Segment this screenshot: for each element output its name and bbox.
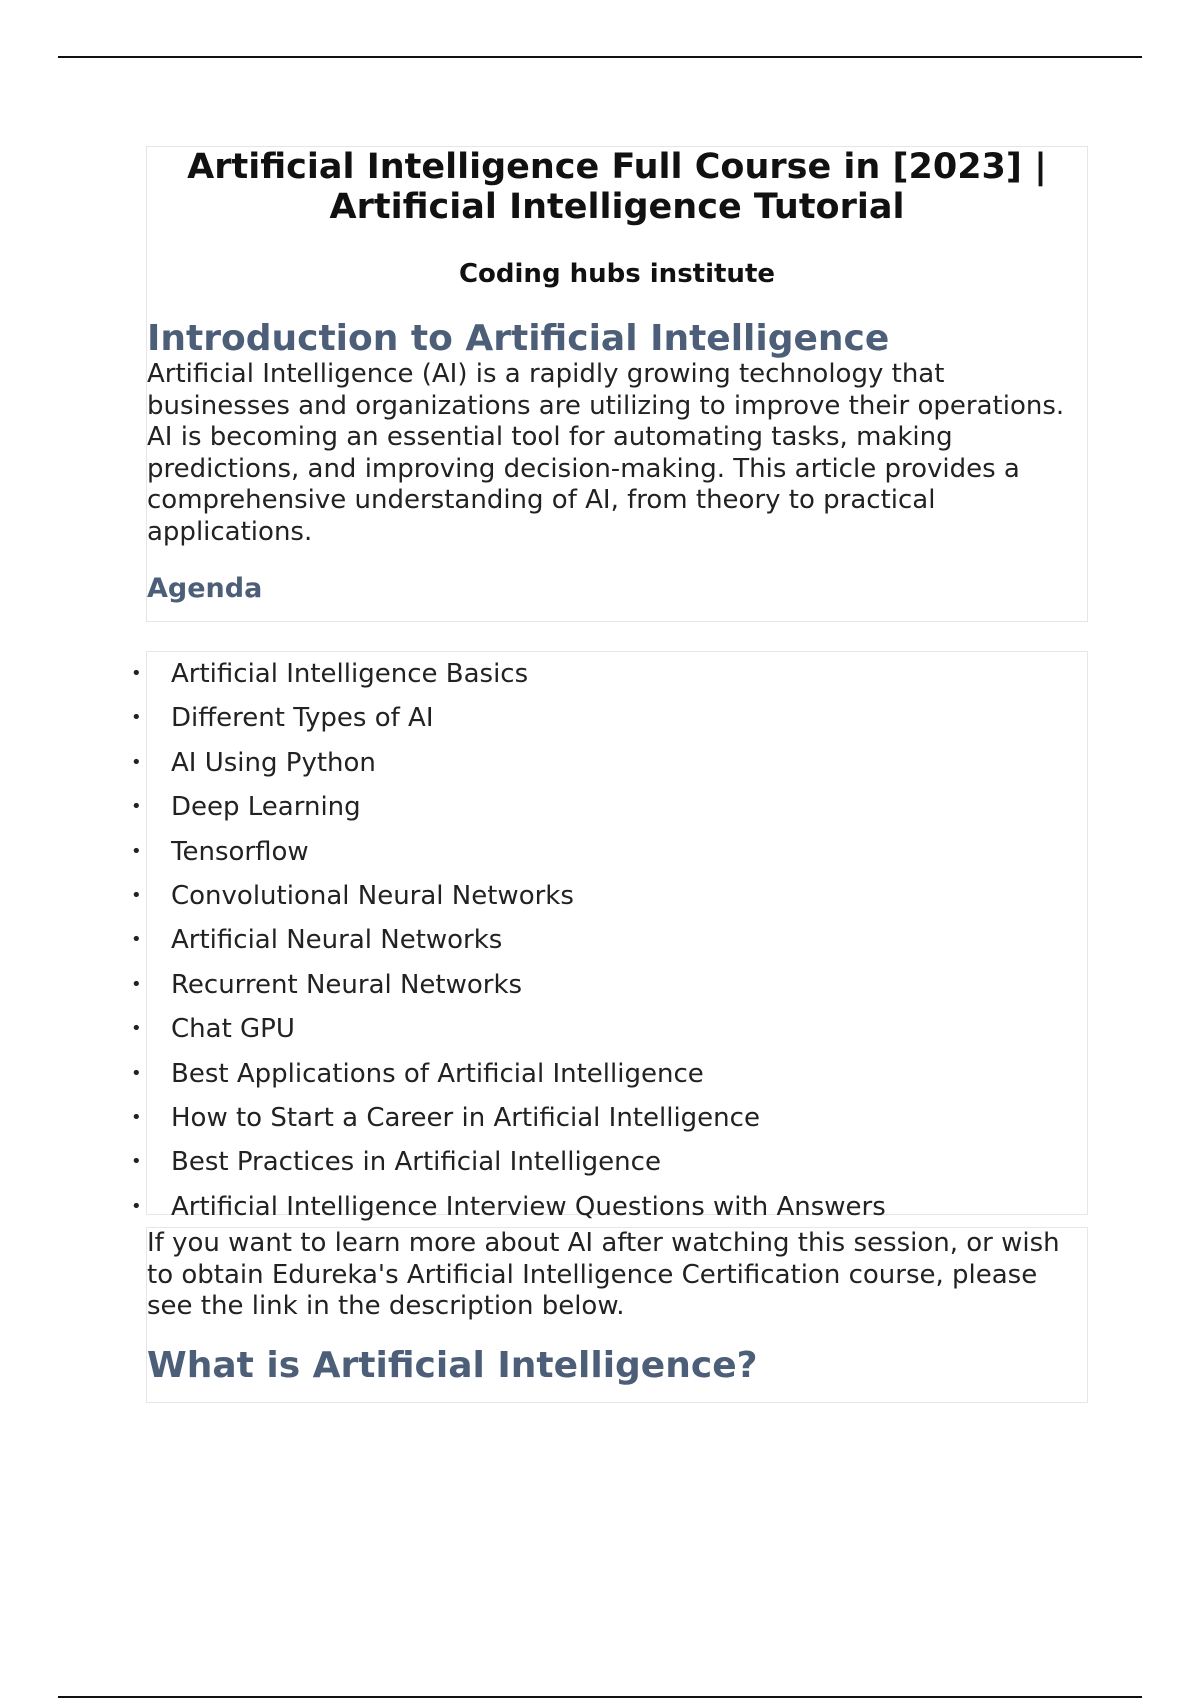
agenda-item-label: Chat GPU xyxy=(171,1014,295,1045)
list-item xyxy=(131,918,1071,962)
agenda-item-label: Convolutional Neural Networks xyxy=(171,880,574,911)
outro-paragraph: If you want to learn more about AI after watching this session, or wish to obtain Edureka's Artificial Intelligence Certification course, please see the link in the description below. xyxy=(147,1228,1060,1321)
list-item xyxy=(131,1096,1071,1140)
bullet-icon: • xyxy=(131,840,142,862)
agenda-list xyxy=(131,652,1071,1229)
list-item xyxy=(131,741,1071,785)
intro-paragraph: Artificial Intelligence (AI) is a rapidly growing technology that businesses and organizations are utilizing to improve their operations. AI is becoming an essential tool for automating tasks, making predictions, and improving decision-making. This article provides a comprehensive understanding of AI, from theory to practical applications. xyxy=(147,359,1065,547)
agenda-item-label: Artificial Intelligence Interview Questions with Answers xyxy=(171,1191,886,1222)
agenda-section xyxy=(131,651,1088,1222)
top-rule xyxy=(58,56,1142,58)
agenda-heading: Agenda xyxy=(147,573,263,604)
author-name: Coding hubs institute xyxy=(458,259,776,289)
list-item xyxy=(131,1140,1071,1184)
list-item xyxy=(131,830,1071,874)
agenda-item-label: Deep Learning xyxy=(171,792,361,823)
list-item xyxy=(131,963,1071,1007)
bullet-icon: • xyxy=(131,1195,142,1217)
bullet-icon: • xyxy=(131,884,142,906)
list-item xyxy=(131,652,1071,696)
list-item xyxy=(131,696,1071,740)
agenda-item-label: Best Practices in Artificial Intelligence xyxy=(171,1147,661,1178)
document-title: Artificial Intelligence Full Course in [2023] | Artificial Intelligence Tutorial xyxy=(187,147,1047,227)
bullet-icon: • xyxy=(131,1018,142,1040)
bottom-rule xyxy=(58,1696,1142,1698)
intro-heading: Introduction to Artificial Intelligence xyxy=(147,318,890,359)
bullet-icon: • xyxy=(131,973,142,995)
outro-section xyxy=(146,1227,1088,1403)
intro-section xyxy=(146,146,1088,622)
agenda-item-label: Artificial Neural Networks xyxy=(171,925,503,956)
agenda-item-label: Recurrent Neural Networks xyxy=(171,969,523,1000)
agenda-item-label: Artificial Intelligence Basics xyxy=(171,659,529,689)
bullet-icon: • xyxy=(131,1151,142,1173)
list-item xyxy=(131,1185,1071,1229)
bullet-icon: • xyxy=(131,1062,142,1084)
list-item xyxy=(131,1052,1071,1096)
bullet-icon: • xyxy=(131,796,142,818)
agenda-item-label: Best Applications of Artificial Intelligence xyxy=(171,1058,704,1089)
agenda-item-label: How to Start a Career in Artificial Intelligence xyxy=(171,1102,760,1133)
bullet-icon: • xyxy=(131,1106,142,1128)
list-item xyxy=(131,785,1071,829)
agenda-item-label: Different Types of AI xyxy=(171,703,434,734)
list-item xyxy=(131,1007,1071,1051)
what-is-ai-heading: What is Artificial Intelligence? xyxy=(147,1345,758,1386)
list-item xyxy=(131,874,1071,918)
bullet-icon: • xyxy=(131,707,142,729)
bullet-icon: • xyxy=(131,929,142,951)
agenda-item-label: Tensorflow xyxy=(171,836,309,867)
bullet-icon: • xyxy=(131,751,142,773)
agenda-item-label: AI Using Python xyxy=(171,747,376,778)
bullet-icon: • xyxy=(131,663,142,684)
